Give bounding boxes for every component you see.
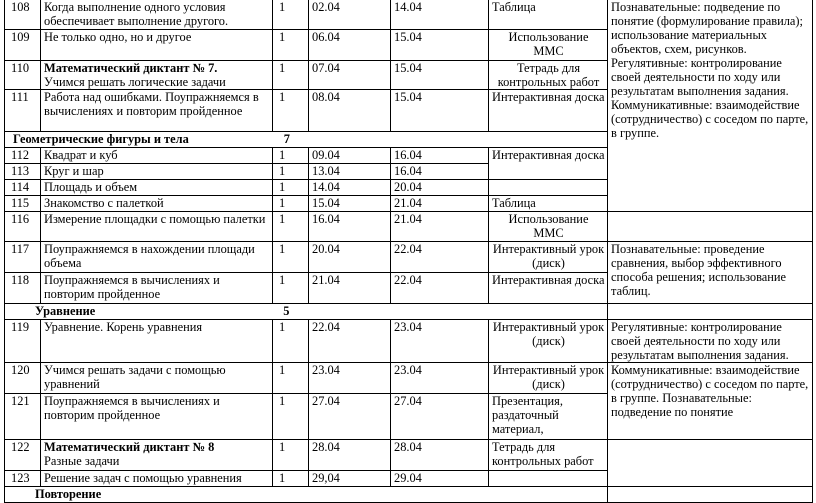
- lesson-date-fact: 22.04: [391, 242, 489, 273]
- section-header: [5, 304, 608, 320]
- lesson-number: 116: [5, 212, 41, 242]
- lesson-number: 108: [5, 0, 41, 30]
- lesson-number: 109: [5, 30, 41, 61]
- lesson-topic: Поупражняемся в вычислениях и повторим пройденное: [41, 394, 273, 440]
- lesson-date-plan: 28.04: [309, 440, 391, 471]
- lesson-resource: [489, 471, 608, 487]
- lesson-number: 111: [5, 90, 41, 132]
- lesson-number: 121: [5, 394, 41, 440]
- lesson-date-plan: 23.04: [309, 363, 391, 394]
- lesson-date-fact: 16.04: [391, 148, 489, 164]
- section-header: [5, 132, 608, 148]
- lesson-number: 110: [5, 61, 41, 90]
- lesson-number: 113: [5, 164, 41, 180]
- lesson-date-fact: 28.04: [391, 440, 489, 471]
- lesson-resource: Интерактивная доска: [489, 90, 608, 132]
- lesson-date-plan: 06.04: [309, 30, 391, 61]
- uud-empty: [608, 440, 813, 487]
- lesson-resource: Интерактивный урок (диск): [489, 320, 608, 363]
- lesson-topic: Когда выполнение одного условия обеспечивает выполнение другого.: [41, 0, 273, 30]
- lesson-date-fact: 22.04: [391, 273, 489, 304]
- lesson-resource: Интерактивная доска: [489, 148, 608, 180]
- lesson-date-fact: 21.04: [391, 212, 489, 242]
- table-row: [5, 0, 813, 30]
- lesson-date-plan: 13.04: [309, 164, 391, 180]
- table-row: [5, 440, 813, 471]
- lesson-resource: [489, 180, 608, 196]
- lesson-hours: 1: [273, 90, 309, 132]
- lesson-date-fact: 14.04: [391, 0, 489, 30]
- lesson-date-plan: 08.04: [309, 90, 391, 132]
- table-row: [5, 212, 813, 242]
- lesson-number: 117: [5, 242, 41, 273]
- lesson-resource: Таблица: [489, 0, 608, 30]
- lesson-topic: Поупражняемся в вычислениях и повторим пройденное: [41, 273, 273, 304]
- uud-empty: [608, 487, 813, 503]
- lesson-topic: Квадрат и куб: [41, 148, 273, 164]
- lesson-hours: 1: [273, 394, 309, 440]
- lesson-hours: 1: [273, 180, 309, 196]
- section-count: 5: [283, 304, 290, 318]
- lesson-topic: Круг и шар: [41, 164, 273, 180]
- lesson-resource: Использование ММС: [489, 212, 608, 242]
- lesson-number: 122: [5, 440, 41, 471]
- lesson-hours: 1: [273, 363, 309, 394]
- lesson-date-plan: 02.04: [309, 0, 391, 30]
- lesson-date-plan: 20.04: [309, 242, 391, 273]
- lesson-topic-bold: Математический диктант № 7.: [44, 61, 218, 75]
- section-count: 7: [283, 132, 290, 146]
- lesson-date-fact: 21.04: [391, 196, 489, 212]
- lesson-resource: Интерактивный урок (диск): [489, 242, 608, 273]
- lesson-topic: Не только одно, но и другое: [41, 30, 273, 61]
- lesson-topic: Разные задачи: [44, 454, 120, 468]
- lesson-topic: Учимся решать задачи с помощью уравнений: [41, 363, 273, 394]
- lesson-date-plan: 16.04: [309, 212, 391, 242]
- lesson-number: 112: [5, 148, 41, 164]
- lesson-resource: Интерактивный урок (диск): [489, 363, 608, 394]
- lesson-number: 114: [5, 180, 41, 196]
- lesson-date-plan: 22.04: [309, 320, 391, 363]
- table-row: [5, 320, 813, 363]
- section-header: [5, 487, 608, 503]
- uud-block-2: Познавательные: проведение сравнения, выбор эффективного способа решения; использование таблиц.: [608, 242, 813, 304]
- lesson-hours: 1: [273, 30, 309, 61]
- lesson-date-plan: 07.04: [309, 61, 391, 90]
- lesson-date-plan: 14.04: [309, 180, 391, 196]
- lesson-hours: 1: [273, 0, 309, 30]
- lesson-topic: Учимся решать логические задачи: [44, 75, 226, 89]
- lesson-topic: Уравнение. Корень уравнения: [41, 320, 273, 363]
- lesson-number: 120: [5, 363, 41, 394]
- lesson-number: 118: [5, 273, 41, 304]
- lesson-hours: 1: [273, 320, 309, 363]
- lesson-resource: Таблица: [489, 196, 608, 212]
- lesson-topic-cell: [41, 61, 273, 90]
- lesson-hours: 1: [273, 242, 309, 273]
- lesson-number: 119: [5, 320, 41, 363]
- lesson-topic: Решение задач с помощью уравнения: [41, 471, 273, 487]
- section-title: Уравнение: [35, 304, 96, 318]
- section-title: Геометрические фигуры и тела: [13, 132, 189, 146]
- lesson-number: 123: [5, 471, 41, 487]
- lesson-hours: 1: [273, 212, 309, 242]
- lesson-date-plan: 27.04: [309, 394, 391, 440]
- lesson-topic-cell: [41, 440, 273, 471]
- lesson-date-fact: 16.04: [391, 164, 489, 180]
- uud-block-3: Регулятивные: контролирование своей деятельности по ходу или результатам выполнения задания.: [608, 320, 813, 363]
- lesson-plan-table: [4, 0, 813, 503]
- lesson-date-fact: 15.04: [391, 90, 489, 132]
- lesson-date-plan: 15.04: [309, 196, 391, 212]
- lesson-hours: 1: [273, 440, 309, 471]
- lesson-hours: 1: [273, 164, 309, 180]
- lesson-resource: Использование ММС: [489, 30, 608, 61]
- lesson-number: 115: [5, 196, 41, 212]
- uud-empty: [608, 212, 813, 242]
- uud-block-4: Коммуникативные: взаимодействие (сотрудничество) с соседом по парте, в группе. Познавательные: подведение по понятие: [608, 363, 813, 440]
- lesson-hours: 1: [273, 148, 309, 164]
- lesson-hours: 1: [273, 196, 309, 212]
- lesson-resource: Тетрадь для контрольных работ: [489, 61, 608, 90]
- table-row: [5, 242, 813, 273]
- lesson-date-fact: 23.04: [391, 363, 489, 394]
- lesson-topic-bold: Математический диктант № 8: [44, 440, 215, 454]
- lesson-date-plan: 09.04: [309, 148, 391, 164]
- lesson-date-plan: 29,04: [309, 471, 391, 487]
- uud-empty: [608, 304, 813, 320]
- lesson-date-fact: 15.04: [391, 61, 489, 90]
- lesson-date-fact: 20.04: [391, 180, 489, 196]
- lesson-hours: 1: [273, 273, 309, 304]
- lesson-topic: Поупражняемся в нахождении площади объема: [41, 242, 273, 273]
- lesson-date-fact: 15.04: [391, 30, 489, 61]
- section-title: Повторение: [35, 487, 102, 501]
- lesson-topic: Работа над ошибками. Поупражняемся в вычислениях и повторим пройденное: [41, 90, 273, 132]
- lesson-date-fact: 27.04: [391, 394, 489, 440]
- lesson-topic: Измерение площадки с помощью палетки: [41, 212, 273, 242]
- lesson-date-fact: 29.04: [391, 471, 489, 487]
- lesson-resource: Тетрадь для контрольных работ: [489, 440, 608, 471]
- uud-block-1: Познавательные: подведение по понятие (формулирование правила); использование материальных объектов, схем, рисунков. Регулятивные: контролирование своей деятельности по ходу или результатам выполнения задания. Коммуникативные: взаимодействие (сотрудничество) с соседом по парте, в группе.: [608, 0, 813, 212]
- lesson-date-plan: 21.04: [309, 273, 391, 304]
- lesson-date-fact: 23.04: [391, 320, 489, 363]
- lesson-hours: 1: [273, 471, 309, 487]
- lesson-topic: Площадь и объем: [41, 180, 273, 196]
- section-row-review: [5, 487, 813, 503]
- lesson-hours: 1: [273, 61, 309, 90]
- lesson-resource: Интерактивная доска: [489, 273, 608, 304]
- section-row-equation: [5, 304, 813, 320]
- lesson-resource: Презентация, раздаточный материал,: [489, 394, 608, 440]
- table-row: [5, 363, 813, 394]
- lesson-topic: Знакомство с палеткой: [41, 196, 273, 212]
